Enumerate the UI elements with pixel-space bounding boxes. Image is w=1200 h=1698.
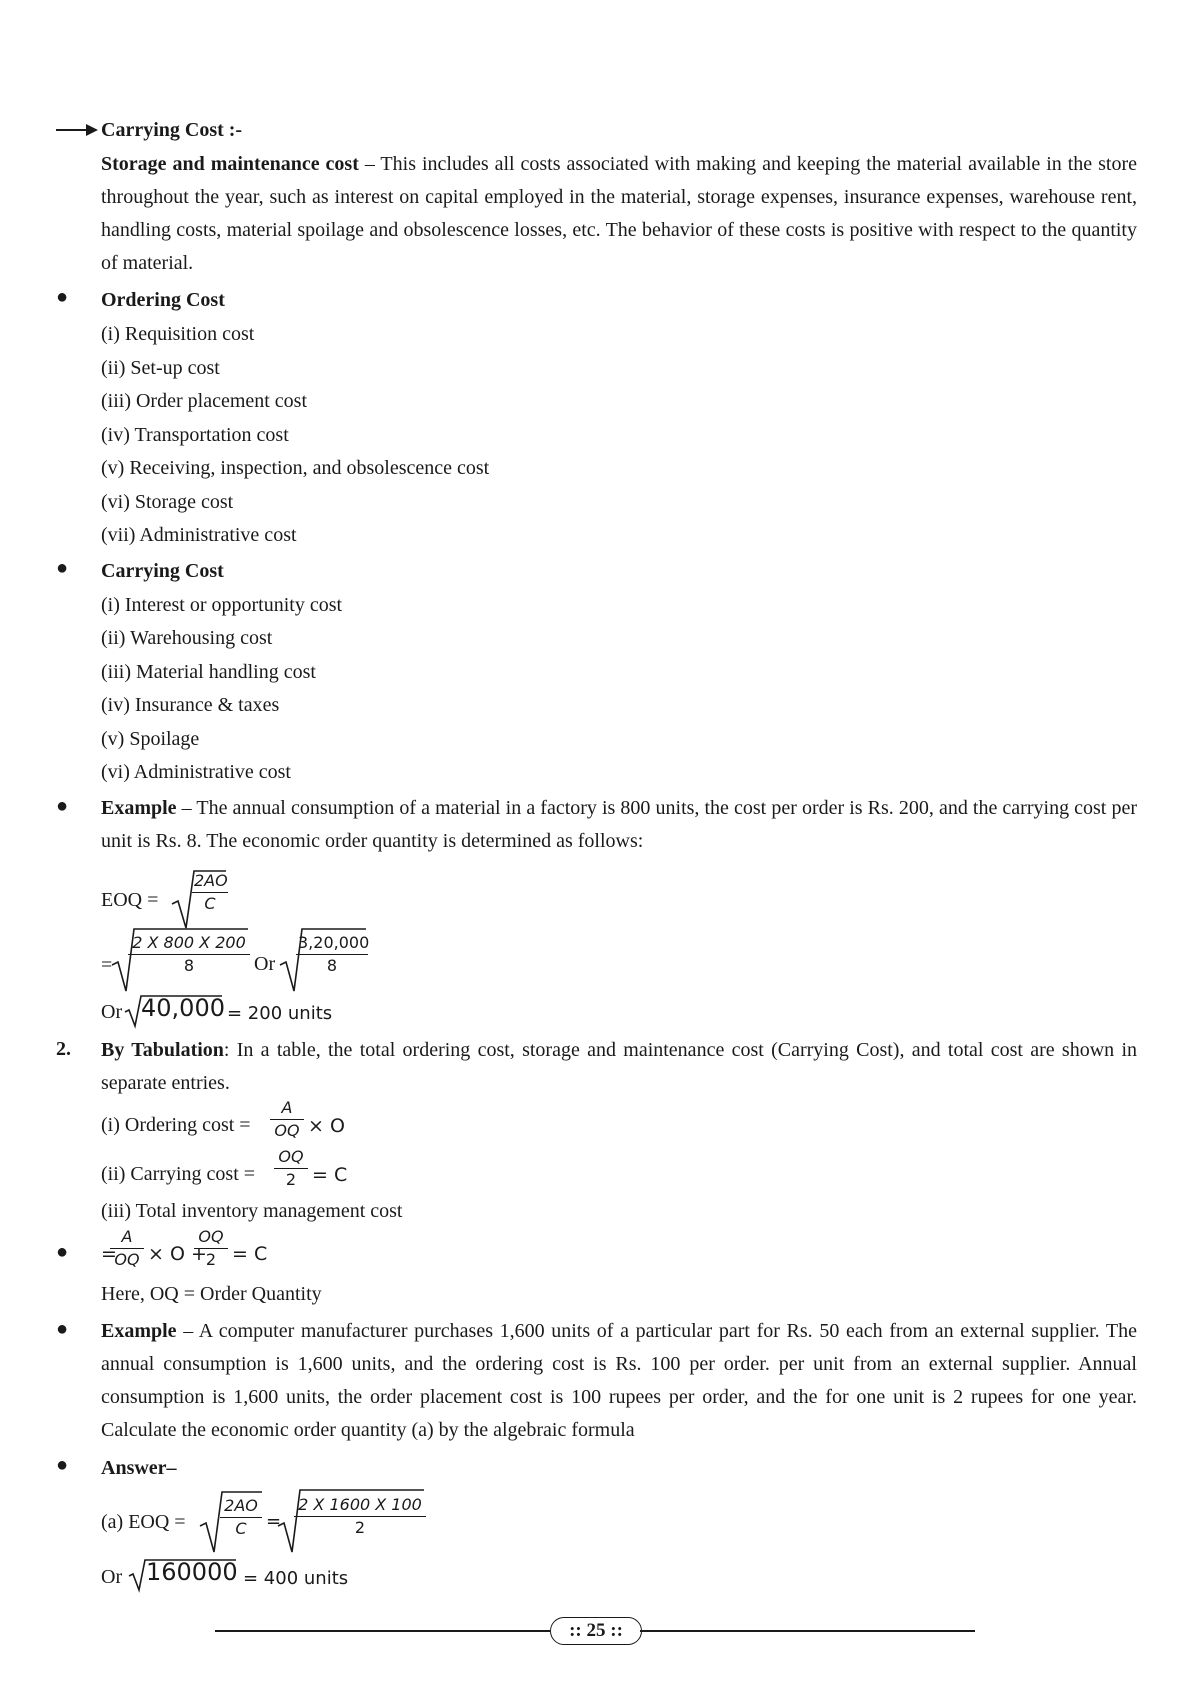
section-heading-carrying-cost: Carrying Cost :- bbox=[101, 119, 243, 141]
ordering-item: (ii) Set-up cost bbox=[101, 357, 220, 379]
fraction-2x800x200-over-8: $\frac{2 X 800 X 200}{8}$ bbox=[128, 932, 250, 977]
ordering-item: (i) Requisition cost bbox=[101, 323, 255, 345]
total-cost-label: (iii) Total inventory management cost bbox=[101, 1200, 403, 1222]
times-o-plus-text: × O + bbox=[148, 1243, 207, 1265]
or-text: Or bbox=[254, 953, 276, 975]
section-number: 2. bbox=[56, 1038, 71, 1060]
example1-paragraph: Example – The annual consumption of a material in a factory is 800 units, the cost per order is Rs. 200, and the carrying cost per unit is Rs. 8. The economic order quantity is determined as follows: bbox=[101, 797, 1137, 852]
answer-heading: Answer– bbox=[101, 1457, 177, 1479]
ordering-item: (vii) Administrative cost bbox=[101, 524, 297, 546]
equals-sign: = bbox=[266, 1511, 282, 1532]
equals-sign: = bbox=[101, 1243, 117, 1265]
ordering-item: (iv) Transportation cost bbox=[101, 424, 289, 446]
page-number: :: 25 :: bbox=[550, 1617, 642, 1645]
fraction-2ao-over-c: $\frac{2AO}{C}$ bbox=[220, 1495, 262, 1540]
tabulation-paragraph: By Tabulation: In a table, the total ordering cost, storage and maintenance cost (Carrying Cost), and total cost are shown in separate entries. bbox=[101, 1039, 1137, 1094]
fraction-320000-over-8: $\frac{3,20,000}{8}$ bbox=[298, 933, 370, 975]
or-text: Or bbox=[101, 1566, 123, 1588]
equals-c-text: = C bbox=[312, 1164, 348, 1186]
bullet-icon: ● bbox=[56, 557, 69, 579]
eoq-result-200: = 200 units bbox=[227, 1003, 333, 1024]
carrying-item: (vi) Administrative cost bbox=[101, 761, 291, 783]
footer-rule-left bbox=[215, 1630, 550, 1632]
carrying-cost-heading: Carrying Cost bbox=[101, 560, 224, 582]
fraction-oq-over-2: $\frac{OQ}{2}$ bbox=[194, 1226, 228, 1271]
eoq-label: (a) EOQ = bbox=[101, 1511, 186, 1533]
fraction-a-over-oq: $\frac{A}{OQ}$ bbox=[110, 1226, 144, 1271]
equals-c-text: = C bbox=[232, 1243, 268, 1265]
carrying-item: (iii) Material handling cost bbox=[101, 661, 316, 683]
ordering-item: (iii) Order placement cost bbox=[101, 390, 308, 412]
root-value-160000: 160000 bbox=[146, 1558, 238, 1586]
ordering-item: (v) Receiving, inspection, and obsolescence cost bbox=[101, 457, 490, 479]
carrying-item: (i) Interest or opportunity cost bbox=[101, 594, 343, 616]
eoq-label: EOQ = bbox=[101, 889, 159, 911]
fraction-oq-over-2: $\frac{OQ}{2}$ bbox=[274, 1146, 308, 1191]
footer-rule-right bbox=[640, 1630, 975, 1632]
ordering-item: (vi) Storage cost bbox=[101, 491, 234, 513]
bullet-icon: ● bbox=[56, 1454, 69, 1476]
root-value-40000: 40,000 bbox=[141, 994, 225, 1022]
bullet-icon: ● bbox=[56, 1318, 69, 1340]
equals-sign: = bbox=[101, 954, 113, 976]
example2-paragraph: Example – A computer manufacturer purchases 1,600 units of a particular part for Rs. 50 each from an external supplier. The annual consumption is 1,600 units, and the ordering cost is Rs. 100 per order. per unit from an external supplier. Annual consumption is 1,600 units, the order placement cost is 100 rupees per order, and the for one unit is 2 rupees for one year. Calculate the economic order quantity (a) by the algebraic formula bbox=[101, 1320, 1137, 1441]
ordering-cost-formula-label: (i) Ordering cost = bbox=[101, 1114, 251, 1136]
carrying-cost-formula-label: (ii) Carrying cost = bbox=[101, 1163, 256, 1185]
times-o-text: × O bbox=[308, 1115, 345, 1137]
bullet-icon: ● bbox=[56, 795, 69, 817]
carrying-cost-paragraph: Storage and maintenance cost – This includes all costs associated with making and keeping the material available in the store throughout the year, such as interest on capital employed in the material, storage expenses, insurance expenses, warehouse rent, handling costs, material spoilage and obsolescence losses, etc. The behavior of these costs is positive with respect to the quantity of material. bbox=[101, 153, 1137, 274]
oq-definition: Here, OQ = Order Quantity bbox=[101, 1283, 322, 1305]
ordering-cost-heading: Ordering Cost bbox=[101, 289, 225, 311]
arrow-right-icon bbox=[56, 123, 98, 137]
fraction-2x1600x100-over-2: $\frac{2 X 1600 X 100}{2}$ bbox=[294, 1494, 426, 1539]
or-text: Or bbox=[101, 1001, 123, 1023]
bullet-icon: ● bbox=[56, 286, 69, 308]
carrying-item: (iv) Insurance & taxes bbox=[101, 694, 280, 716]
fraction-2ao-over-c: $\frac{2AO}{C}$ bbox=[194, 871, 228, 913]
bullet-icon: ● bbox=[56, 1241, 69, 1263]
carrying-item: (ii) Warehousing cost bbox=[101, 627, 273, 649]
fraction-a-over-oq: $\frac{A}{OQ}$ bbox=[270, 1097, 304, 1142]
eoq-result-400: = 400 units bbox=[243, 1568, 349, 1589]
carrying-item: (v) Spoilage bbox=[101, 728, 200, 750]
